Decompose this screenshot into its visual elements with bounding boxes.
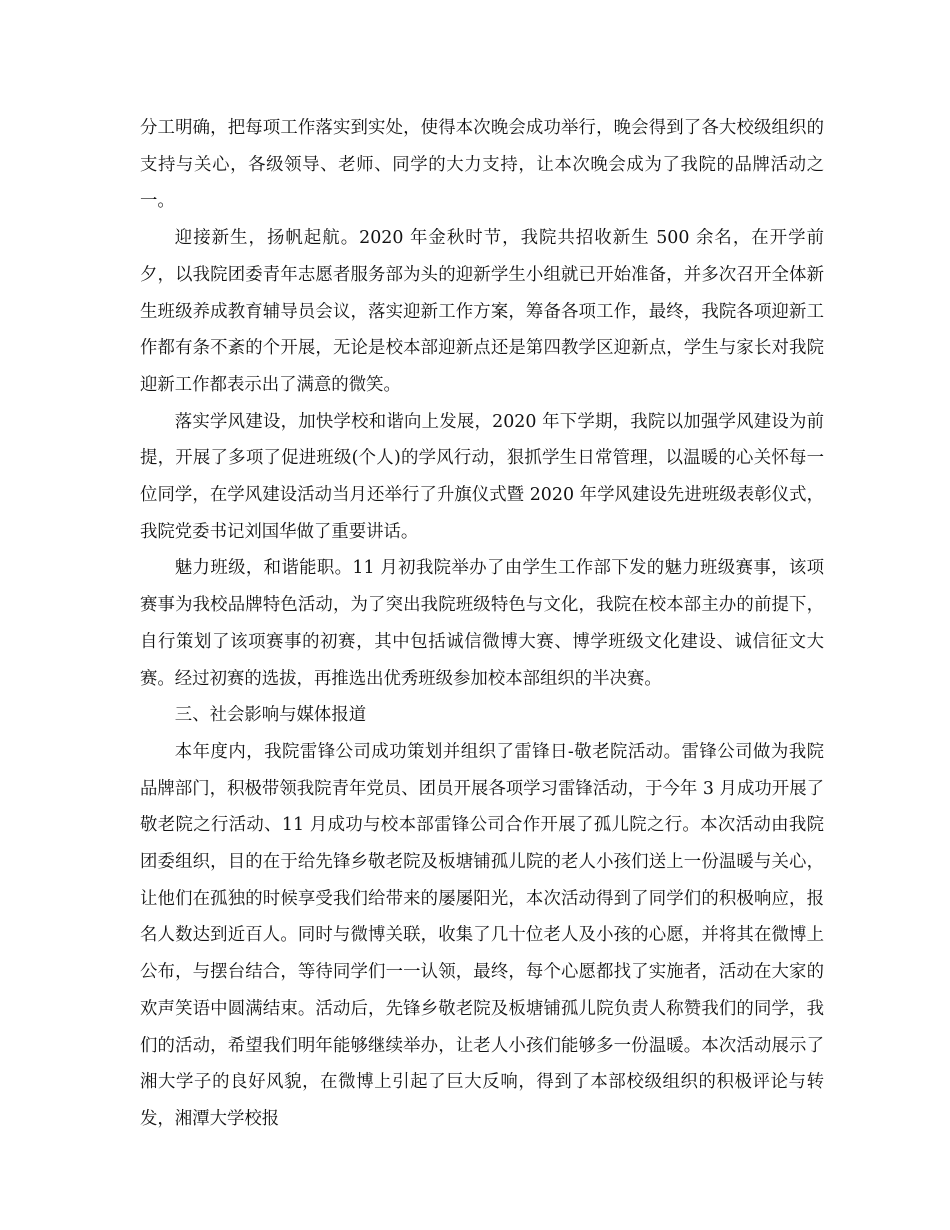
paragraph-4: 魅力班级，和谐能职。11 月初我院举办了由学生工作部下发的魅力班级赛事，该项赛事为我校品牌特色活动，为了突出我院班级特色与文化，我院在校本部主办的前提下，自行策划了该项赛事的初赛，其中包括诚信微博大赛、博学班级文化建设、诚信征文大赛。经过初赛的选拔，再推选出优秀班级参加校本部组织的半决赛。 <box>140 558 824 689</box>
section-heading: 三、社会影响与媒体报道 <box>174 705 367 726</box>
paragraph-6: 本年度内，我院雷锋公司成功策划并组织了雷锋日-敬老院活动。雷锋公司做为我院品牌部门，积极带领我院青年党员、团员开展各项学习雷锋活动，于今年 3 月成功开展了敬老院之行活动、11 月成功与校本部雷锋公司合作开展了孤儿院之行。本次活动由我院团委组织，目的在于给先锋乡敬老院及板塘铺孤儿院的老人小孩们送上一份温暖与关心，让他们在孤独的时候享受我们给带来的屡屡阳光，本次活动得到了同学们的积极响应，报名人数达到近百人。同时与微博关联，收集了几十位老人及小孩的心愿，并将其在微博上公布，与摆台结合，等待同学们一一认领，最终，每个心愿都找了实施者，活动在大家的欢声笑语中圆满结束。活动后，先锋乡敬老院及板塘铺孤儿院负责人称赞我们的同学，我们的活动，希望我们明年能够继续举办，让老人小孩们能够多一份温暖。本次活动展示了湘大学子的良好风貌，在微博上引起了巨大反响，得到了本部校级组织的积极评论与转发，湘潭大学校报 <box>140 741 824 1129</box>
document-page <box>140 110 824 1138</box>
paragraph-1: 分工明确，把每项工作落实到实处，使得本次晚会成功举行，晚会得到了各大校级组织的支持与关心，各级领导、老师、同学的大力支持，让本次晚会成为了我院的品牌活动之一。 <box>140 118 824 212</box>
paragraph-3: 落实学风建设，加快学校和谐向上发展，2020 年下学期，我院以加强学风建设为前提，开展了多项了促进班级(个人)的学风行动，狠抓学生日常管理，以温暖的心关怀每一位同学，在学风建设活动当月还举行了升旗仪式暨 2020 年学风建设先进班级表彰仪式，我院党委书记刘国华做了重要讲话。 <box>140 411 824 542</box>
paragraph-2: 迎接新生，扬帆起航。2020 年金秋时节，我院共招收新生 500 余名，在开学前夕，以我院团委青年志愿者服务部为头的迎新学生小组就已开始准备，并多次召开全体新生班级养成教育辅导员会议，落实迎新工作方案，筹备各项工作，最终，我院各项迎新工作都有条不紊的个开展，无论是校本部迎新点还是第四教学区迎新点，学生与家长对我院迎新工作都表示出了满意的微笑。 <box>140 228 824 395</box>
